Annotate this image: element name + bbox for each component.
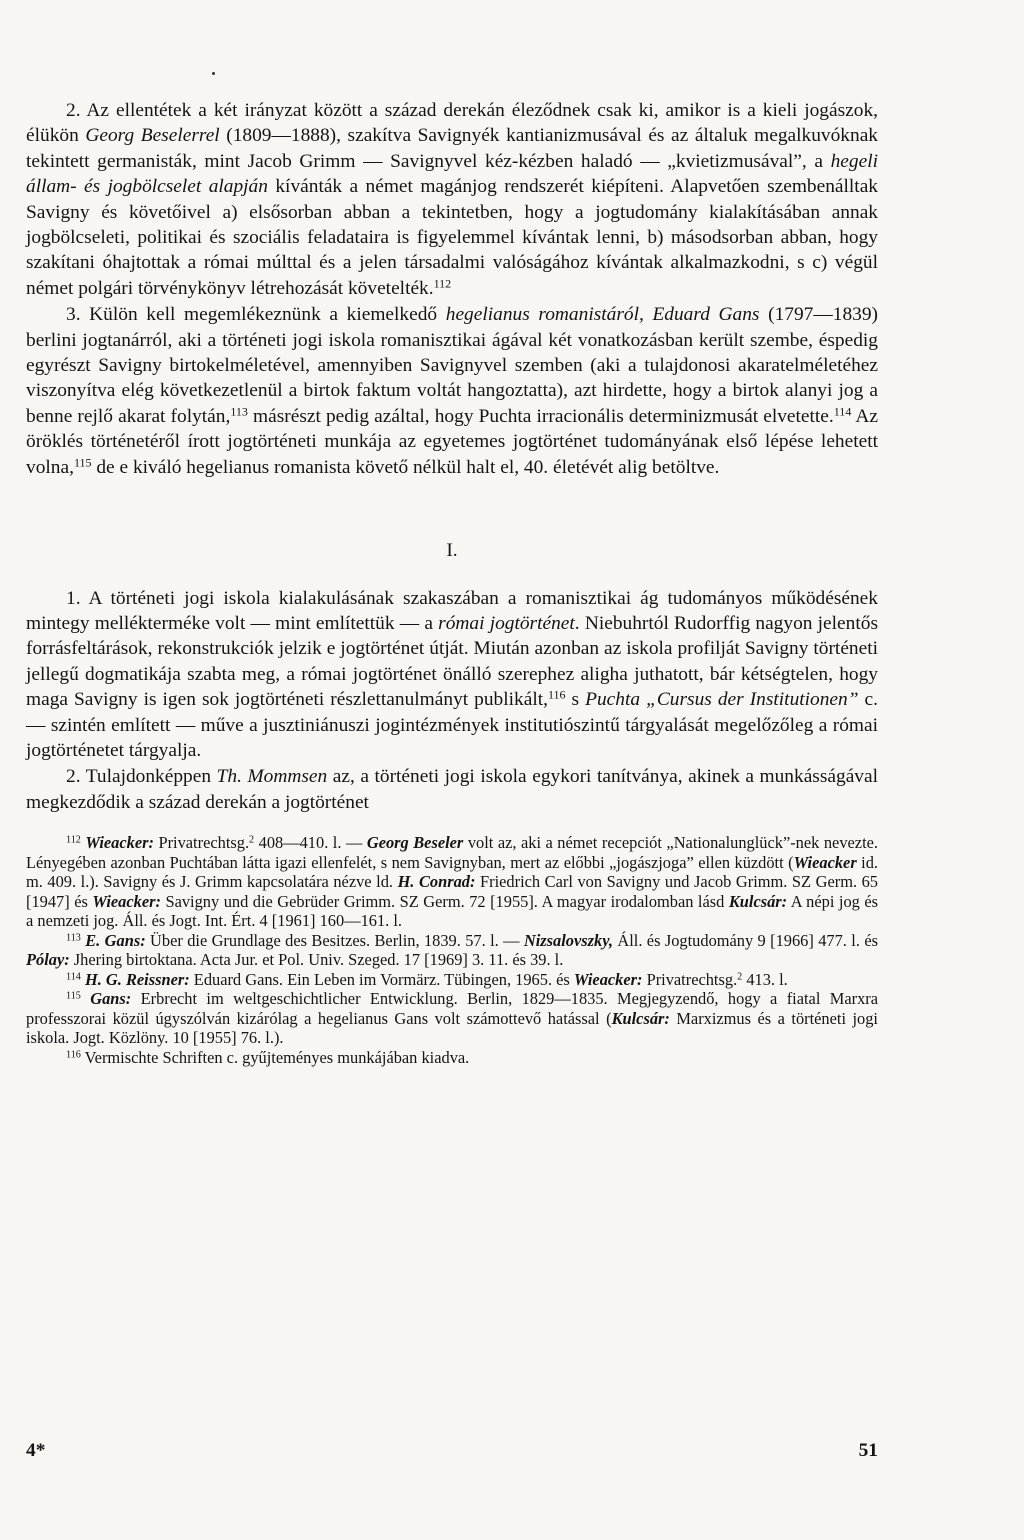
text-run: (1797—1839) berlini jogtanárról, aki a történeti jogi iskola romanisztikai ágával két vonatkozásban került szembe, éspedig egyrészt Savigny birtokelméletével, amennyiben Savignyvel szemben (aki a tulajdonosi akaratelméletéhez viszonyítva elég következetlenül a birtok faktum voltát hangoztatta), azt hirdette, hogy a birtok alanyi jog a benne rejlő akarat folytán, xyxy=(26,304,878,427)
text-run: c. — szintén említett — műve a jusztiniánuszi jogintézmények institutiószintű tárgyalását megelőzőleg a római jogtörténetet tárgyalja. xyxy=(26,689,878,761)
paragraph xyxy=(26,98,878,301)
emphasis: hegeli állam- és jogbölcselet alapján xyxy=(26,150,878,198)
text-run: Marxizmus és a történeti jogi iskola. Jogt. Közlöny. 10 [1955] 76. l.). xyxy=(26,1008,878,1048)
footnote xyxy=(26,970,878,990)
emphasis: Wieacker xyxy=(793,852,857,872)
emphasis: Kulcsár: xyxy=(728,891,788,911)
emphasis: Nizsalovszky, xyxy=(523,930,613,950)
paragraph xyxy=(26,764,878,815)
paragraph xyxy=(26,302,878,480)
footnote xyxy=(26,989,878,1048)
text-run: másrészt pedig azáltal, hogy Puchta irracionális determinizmusát elvetette. xyxy=(247,405,834,427)
footnote-ref: 114 xyxy=(833,404,852,419)
body-text-bottom xyxy=(26,586,878,816)
stray-dot xyxy=(212,72,215,75)
text-run: Erbrecht im weltgeschichtlicher Entwicklung. Berlin, 1829—1835. Megjegyzendő, hogy a fiatal Marxra professzorai közül úgyszólván kizárólag a hegelianus Gans volt számottevő hatással ( xyxy=(26,989,878,1028)
text-run: Az öröklés történetéről írott jogtörténeti munkája az egyetemes jogtörténet tudományának első lépése lehetett volna, xyxy=(26,405,878,478)
footnotes xyxy=(26,833,878,1067)
signature-mark: 4* xyxy=(26,1440,46,1461)
text-run: 2. Az ellentétek a két irányzat között a század derekán éleződnek csak ki, amikor is a kieli jogászok, élükön xyxy=(26,100,878,147)
emphasis: Wieacker: xyxy=(85,833,154,853)
text-run: Jhering birtoktana. Acta Jur. et Pol. Univ. Szeged. 17 [1969] 3. 11. és 39. l. xyxy=(69,950,564,970)
text-run: A népi jog és a nemzeti jog. Áll. és Jogt. Int. Ért. 4 [1961] 160—161. l. xyxy=(26,891,879,931)
page-number: 51 xyxy=(858,1440,878,1461)
footnote-ref: 112 xyxy=(66,834,81,846)
emphasis: Georg Beselerrel xyxy=(85,125,220,147)
text-run: 408—410. l. — xyxy=(254,833,367,853)
text-run: Áll. és Jogtudomány 9 [1966] 477. l. és xyxy=(613,930,878,950)
text-run: 413. l. xyxy=(742,969,788,989)
emphasis: Gans: xyxy=(90,989,132,1009)
footnote-ref: 116 xyxy=(547,687,566,702)
paragraph xyxy=(26,586,878,764)
text-run: Privatrechtsg. xyxy=(153,833,250,853)
text-run: az, a történeti jogi iskola egykori tanítványa, akinek a munkásságával megkezdődik a század derekán a jogtörténet xyxy=(26,766,878,813)
emphasis: Wieacker: xyxy=(573,969,643,989)
text-run: Über die Grundlage des Besitzes. Berlin, 1839. 57. l. — xyxy=(145,930,524,950)
text-run: 2. Tulajdonképpen xyxy=(66,766,217,788)
footnote-ref: 114 xyxy=(66,971,81,983)
text-run: Eduard Gans. Ein Leben im Vormärz. Tübingen, 1965. és xyxy=(189,969,574,989)
page-content xyxy=(26,98,878,1067)
footnote-ref: 2 xyxy=(249,834,255,846)
text-run: Friedrich Carl von Savigny und Jacob Grimm. SZ Germ. 65 [1947] és xyxy=(26,872,878,911)
footnote-ref: 113 xyxy=(230,404,248,419)
text-run: 3. Külön kell megemlékeznünk a kiemelkedő xyxy=(66,304,446,326)
footnote-ref: 2 xyxy=(737,971,743,983)
emphasis: római jogtörténet xyxy=(438,612,575,634)
footnote xyxy=(26,931,878,970)
emphasis: H. Conrad: xyxy=(397,872,476,892)
footnote-ref: 116 xyxy=(66,1049,81,1061)
text-run: . Niebuhrtól Rudorffig nagyon jelentős forrásfeltárások, rekonstrukciók jelzik e jogtörténet útját. Miután azonban az iskola profilját Savigny történeti jellegű dogmatikája szabta meg, a római jogtörténet önálló szerephez aligha juthatott, bár kétségtelen, hogy maga Savigny is igen sok jogtörténeti részlettanulmányt publikált, xyxy=(26,612,878,711)
emphasis: Th. Mommsen xyxy=(216,766,328,788)
text-run: Privatrechtsg. xyxy=(642,969,738,989)
text-run: id. m. 409. l.). Savigny és J. Grimm kapcsolatára nézve ld. xyxy=(26,852,878,892)
text-run: kívánták a német magánjog rendszerét kiépíteni. Alapvetően szembenálltak Savigny és követőivel a) elsősorban abban a tekintetben, hogy a jogtudomány kialakításában annak jogbölcseleti, politikai és szociális feladataira is figyelemmel kívántak lenni, b) másodsorban abban, hogy szakítani óhajtottak a római múlttal és a jelen társadalmi valóságához kívántak alkalmazkodni, s c) végül német polgári törvénykönyv létrehozását követelték. xyxy=(26,176,878,299)
text-run: (1809—1888), szakítva Savignyék kantianizmusával és az általuk megalkuvóknak tekintett germanisták, mint Jacob Grimm — Savignyvel kéz-kézben haladó — „kvietizmusával”, a xyxy=(26,125,878,172)
footnote xyxy=(26,833,878,931)
text-run xyxy=(81,989,90,1008)
text-run: Vermischte Schriften c. gyűjteményes munkájában kiadva. xyxy=(80,1047,470,1067)
footnote xyxy=(26,1048,878,1068)
body-text-top xyxy=(26,98,878,480)
emphasis: Kulcsár: xyxy=(611,1008,670,1028)
footnote-ref: 115 xyxy=(66,990,81,1002)
emphasis: hegelianus romanistáról, Eduard Gans xyxy=(445,304,760,326)
emphasis: Pólay: xyxy=(26,950,70,970)
footnote-ref: 112 xyxy=(433,276,452,291)
text-run: s xyxy=(565,689,586,711)
emphasis: E. Gans: xyxy=(85,930,146,950)
footnote-ref: 113 xyxy=(66,932,81,944)
text-run: Savigny und die Gebrüder Grimm. SZ Germ. 72 [1955]. A magyar irodalomban lásd xyxy=(160,891,729,911)
text-run: volt az, aki a német recepciót „Nationalunglück”-nek nevezte. Lényegében azonban Puchtában látta igazi ellenfelét, s nem Savignyban, mert az előbbi „jogászjoga” ellen küzdött ( xyxy=(26,833,878,872)
section-heading: I. xyxy=(446,540,458,562)
emphasis: Puchta „Cursus der Institutionen” xyxy=(585,689,859,711)
text-run: 1. A történeti jogi iskola kialakulásának szakaszában a romanisztikai ág tudományos működésének mintegy mellékterméke volt — mint említettük — a xyxy=(26,587,878,634)
text-run: de e kiváló hegelianus romanista követő nélkül halt el, 40. életévét alig betöltve. xyxy=(91,456,720,478)
emphasis: Wieacker: xyxy=(92,891,161,911)
emphasis: H. G. Reissner: xyxy=(84,969,190,989)
emphasis: Georg Beseler xyxy=(366,833,464,853)
footnote-ref: 115 xyxy=(73,455,92,470)
